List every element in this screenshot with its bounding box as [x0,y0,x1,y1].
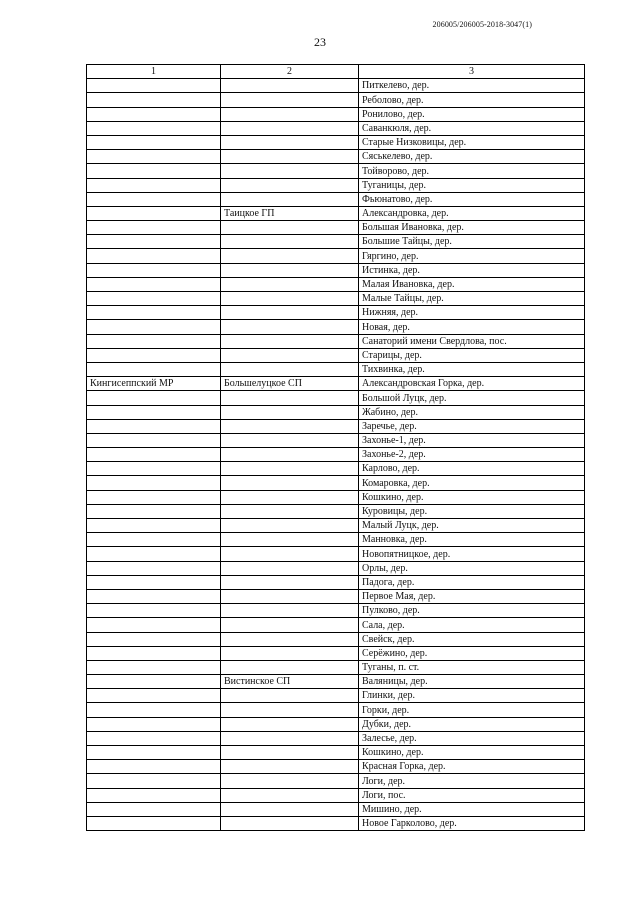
municipality-cell [221,746,359,760]
district-cell [87,135,221,149]
table-row [87,731,585,745]
district-cell [87,164,221,178]
municipality-cell [221,547,359,561]
table-row [87,646,585,660]
district-cell [87,760,221,774]
settlement-cell: Заречье, дер. [359,419,585,433]
municipality-cell [221,391,359,405]
settlement-cell: Валяницы, дер. [359,675,585,689]
settlement-cell: Старицы, дер. [359,348,585,362]
settlement-cell: Новопятницкое, дер. [359,547,585,561]
district-cell [87,419,221,433]
settlement-cell: Дубки, дер. [359,717,585,731]
settlement-cell: Санаторий имени Свердлова, пос. [359,334,585,348]
settlement-cell: Большие Тайцы, дер. [359,235,585,249]
district-cell [87,632,221,646]
district-cell [87,462,221,476]
municipality-cell [221,646,359,660]
settlement-cell: Большой Луцк, дер. [359,391,585,405]
municipality-cell [221,164,359,178]
district-cell [87,689,221,703]
settlement-cell: Свейск, дер. [359,632,585,646]
municipality-cell [221,760,359,774]
table-row [87,533,585,547]
municipality-cell [221,490,359,504]
settlement-cell: Тихвинка, дер. [359,362,585,376]
table-row [87,292,585,306]
table-row [87,774,585,788]
district-cell [87,519,221,533]
settlement-cell: Малая Ивановка, дер. [359,277,585,291]
document-id: 206005/206005-2018-3047(1) [432,20,532,29]
table-row [87,816,585,830]
district-cell [87,391,221,405]
municipality-cell [221,277,359,291]
settlement-cell: Горки, дер. [359,703,585,717]
settlement-cell: Тойворово, дер. [359,164,585,178]
table-row [87,320,585,334]
district-cell [87,292,221,306]
table-row [87,717,585,731]
municipality-cell [221,703,359,717]
table-row [87,632,585,646]
district-cell [87,107,221,121]
table-header [87,65,585,79]
settlement-cell: Сяськелево, дер. [359,150,585,164]
table-row [87,448,585,462]
district-cell [87,448,221,462]
settlement-cell: Манновка, дер. [359,533,585,547]
municipality-cell: Большелуцкое СП [221,377,359,391]
table-row [87,547,585,561]
municipality-cell [221,731,359,745]
settlement-cell: Падога, дер. [359,575,585,589]
settlement-cell: Первое Мая, дер. [359,589,585,603]
settlement-cell: Пулково, дер. [359,604,585,618]
settlement-cell: Карлово, дер. [359,462,585,476]
settlement-cell: Глинки, дер. [359,689,585,703]
table-row [87,618,585,632]
settlement-cell: Залесье, дер. [359,731,585,745]
municipality-cell [221,476,359,490]
table-row [87,490,585,504]
district-cell [87,249,221,263]
municipality-cell [221,604,359,618]
district-cell [87,703,221,717]
municipality-cell [221,235,359,249]
district-cell [87,235,221,249]
district-cell [87,504,221,518]
page-number: 23 [314,35,326,49]
municipality-cell [221,802,359,816]
table-row [87,476,585,490]
municipality-cell [221,419,359,433]
table-row [87,249,585,263]
table-row [87,348,585,362]
table-row [87,504,585,518]
settlement-cell: Туганицы, дер. [359,178,585,192]
district-cell [87,320,221,334]
table-row [87,760,585,774]
municipality-cell [221,135,359,149]
table-row [87,135,585,149]
settlement-cell: Нижняя, дер. [359,306,585,320]
municipality-cell [221,348,359,362]
table-row [87,689,585,703]
municipality-cell [221,717,359,731]
settlement-cell: Фьюнатово, дер. [359,192,585,206]
settlement-cell: Малый Луцк, дер. [359,519,585,533]
settlement-cell: Ронилово, дер. [359,107,585,121]
municipality-cell [221,816,359,830]
settlement-cell: Гяргино, дер. [359,249,585,263]
municipality-cell [221,405,359,419]
district-cell [87,79,221,93]
municipality-cell [221,519,359,533]
district-cell [87,746,221,760]
table-row [87,589,585,603]
settlement-cell: Старые Низковицы, дер. [359,135,585,149]
settlement-cell: Комаровка, дер. [359,476,585,490]
column-header: 2 [221,65,359,79]
settlement-cell: Орлы, дер. [359,561,585,575]
district-cell [87,547,221,561]
district-cell [87,263,221,277]
district-cell [87,150,221,164]
municipality-cell [221,263,359,277]
municipality-cell [221,362,359,376]
settlement-cell: Туганы, п. ст. [359,660,585,674]
district-cell [87,561,221,575]
table-row [87,178,585,192]
settlement-cell: Новое Гарколово, дер. [359,816,585,830]
district-cell: Кингисеппский МР [87,377,221,391]
district-cell [87,717,221,731]
municipality-cell [221,334,359,348]
settlement-cell: Малые Тайцы, дер. [359,292,585,306]
district-cell [87,306,221,320]
table-row [87,561,585,575]
table-row [87,802,585,816]
table-row [87,263,585,277]
table-row [87,306,585,320]
district-cell [87,618,221,632]
district-cell [87,93,221,107]
municipality-cell [221,561,359,575]
district-cell [87,277,221,291]
table-row [87,362,585,376]
municipality-cell [221,93,359,107]
table-body [87,79,585,831]
settlement-cell: Реболово, дер. [359,93,585,107]
table-row [87,788,585,802]
table-row [87,334,585,348]
municipality-cell [221,689,359,703]
settlement-cell: Кошкино, дер. [359,490,585,504]
table-row [87,405,585,419]
settlement-cell: Александровская Горка, дер. [359,377,585,391]
column-header: 3 [359,65,585,79]
settlement-cell: Новая, дер. [359,320,585,334]
municipality-cell [221,575,359,589]
table-row [87,746,585,760]
table-row [87,604,585,618]
district-cell [87,533,221,547]
district-cell [87,660,221,674]
settlement-cell: Жабино, дер. [359,405,585,419]
municipality-cell [221,618,359,632]
district-cell [87,802,221,816]
settlement-cell: Большая Ивановка, дер. [359,221,585,235]
municipality-cell [221,107,359,121]
table-row [87,675,585,689]
district-cell [87,490,221,504]
settlement-cell: Питкелево, дер. [359,79,585,93]
municipality-cell [221,292,359,306]
table-row [87,150,585,164]
table-row [87,377,585,391]
table-row [87,462,585,476]
municipality-cell [221,448,359,462]
district-cell [87,178,221,192]
settlement-cell: Захонье-1, дер. [359,433,585,447]
municipality-cell [221,589,359,603]
settlement-cell: Истинка, дер. [359,263,585,277]
settlement-cell: Александровка, дер. [359,206,585,220]
municipality-cell [221,433,359,447]
district-cell [87,675,221,689]
municipality-cell [221,79,359,93]
district-cell [87,589,221,603]
district-cell [87,206,221,220]
table-row [87,79,585,93]
municipality-cell [221,632,359,646]
settlement-cell: Красная Горка, дер. [359,760,585,774]
municipality-cell [221,788,359,802]
table-row [87,575,585,589]
district-cell [87,731,221,745]
table-row [87,206,585,220]
municipality-cell [221,121,359,135]
municipality-cell [221,533,359,547]
municipality-cell: Таицкое ГП [221,206,359,220]
municipality-cell [221,306,359,320]
municipality-cell [221,178,359,192]
district-cell [87,192,221,206]
municipality-cell [221,660,359,674]
settlement-cell: Захонье-2, дер. [359,448,585,462]
settlement-cell: Куровицы, дер. [359,504,585,518]
district-cell [87,348,221,362]
table-row [87,93,585,107]
municipality-cell [221,462,359,476]
district-cell [87,405,221,419]
settlement-cell: Серёжино, дер. [359,646,585,660]
header-row [87,65,585,79]
district-cell [87,575,221,589]
district-cell [87,433,221,447]
district-cell [87,816,221,830]
municipality-cell [221,221,359,235]
district-cell [87,362,221,376]
municipality-cell [221,320,359,334]
municipality-cell [221,774,359,788]
district-cell [87,774,221,788]
table-row [87,121,585,135]
municipality-cell [221,192,359,206]
table-row [87,192,585,206]
district-cell [87,121,221,135]
table-row [87,391,585,405]
settlements-table [86,64,585,831]
district-cell [87,788,221,802]
municipality-cell: Вистинское СП [221,675,359,689]
table-row [87,277,585,291]
municipality-cell [221,249,359,263]
district-cell [87,604,221,618]
table-row [87,419,585,433]
table-row [87,433,585,447]
table-row [87,221,585,235]
municipality-cell [221,150,359,164]
table-row [87,660,585,674]
table-row [87,164,585,178]
municipality-cell [221,504,359,518]
settlement-cell: Кошкино, дер. [359,746,585,760]
table-row [87,703,585,717]
district-cell [87,221,221,235]
settlement-cell: Логи, дер. [359,774,585,788]
district-cell [87,646,221,660]
table-row [87,519,585,533]
table-row [87,235,585,249]
district-cell [87,476,221,490]
table-row [87,107,585,121]
settlement-cell: Сала, дер. [359,618,585,632]
settlement-cell: Мишино, дер. [359,802,585,816]
settlement-cell: Саванкюля, дер. [359,121,585,135]
district-cell [87,334,221,348]
column-header: 1 [87,65,221,79]
settlement-cell: Логи, пос. [359,788,585,802]
